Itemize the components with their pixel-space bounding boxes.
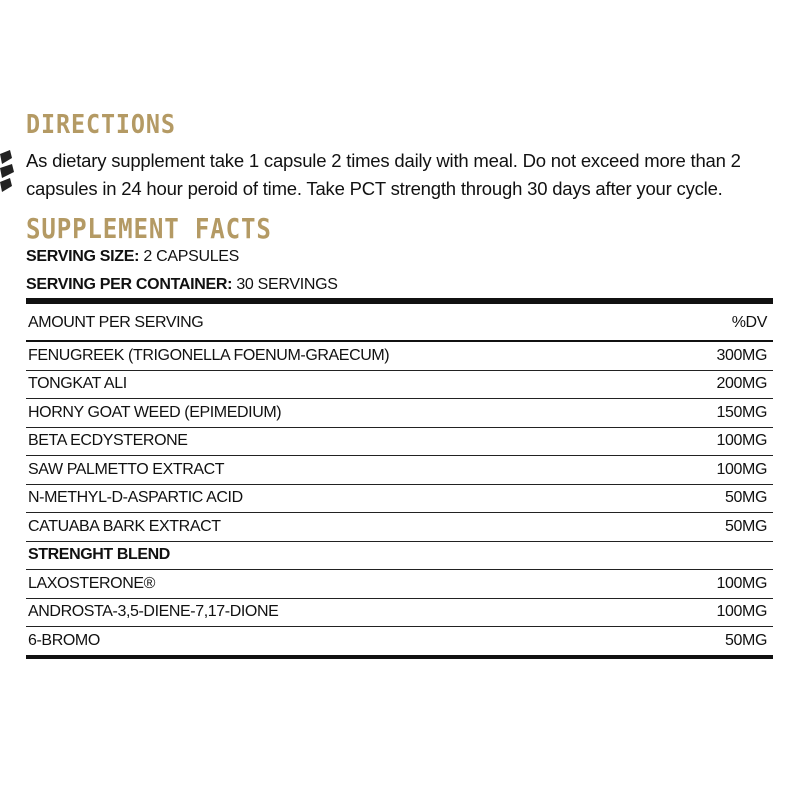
ingredient-amount: 50MG [725,517,767,535]
ingredient-amount: 50MG [725,631,767,649]
column-header-amount: AMOUNT PER SERVING [28,314,204,331]
ingredient-amount: 100MG [716,603,767,621]
directions-text: As dietary supplement take 1 capsule 2 times daily with meal. Do not exceed more than 2 capsules in 24 hour peroid of time. Take PCT strength through 30 days after your cycle. [26,150,741,199]
table-row [26,485,773,514]
ingredient-name: LAXOSTERONE® [28,574,156,592]
serving-size-line [26,248,239,266]
blend-name: STRENGHT BLEND [28,546,170,564]
table-row [26,599,773,628]
table-row [26,399,773,428]
ingredient-name: BETA ECDYSTERONE [28,432,188,450]
table-row [26,513,773,542]
table-row [26,342,773,371]
serving-size-label: SERVING SIZE: [26,248,140,265]
supplement-facts-heading: SUPPLEMENT FACTS [26,212,272,245]
serving-size-value: 2 CAPSULES [143,248,240,265]
table-row [26,428,773,457]
blend-header-row [26,542,773,571]
ingredient-name: ANDROSTA-3,5-DIENE-7,17-DIONE [28,603,279,621]
ingredient-name: CATUABA BARK EXTRACT [28,517,221,535]
ingredient-name: N-METHYL-D-ASPARTIC ACID [28,489,243,507]
ingredient-amount: 300MG [716,346,767,364]
ingredient-name: 6-BROMO [28,631,100,649]
table-row [26,456,773,485]
leaf-icon [0,150,16,198]
servings-per-container-value: 30 SERVINGS [236,276,338,293]
ingredient-amount: 100MG [716,432,767,450]
ingredient-amount: 100MG [716,574,767,592]
table-row [26,627,773,659]
servings-per-container-line [26,276,338,294]
table-row [26,570,773,599]
ingredient-name: HORNY GOAT WEED (EPIMEDIUM) [28,403,282,421]
table-row [26,371,773,400]
directions-heading: DIRECTIONS [26,110,176,140]
servings-per-container-label: SERVING PER CONTAINER: [26,276,233,293]
ingredient-amount: 100MG [716,460,767,478]
ingredient-name: TONGKAT ALI [28,375,127,393]
table-header-row [26,304,773,342]
ingredient-amount: 50MG [725,489,767,507]
supplement-facts-table [26,298,773,659]
ingredient-name: FENUGREEK (TRIGONELLA FOENUM-GRAECUM) [28,346,390,364]
ingredient-name: SAW PALMETTO EXTRACT [28,460,225,478]
ingredient-amount: 150MG [716,403,767,421]
ingredient-amount: 200MG [716,375,767,393]
column-header-dv: %DV [731,314,767,331]
